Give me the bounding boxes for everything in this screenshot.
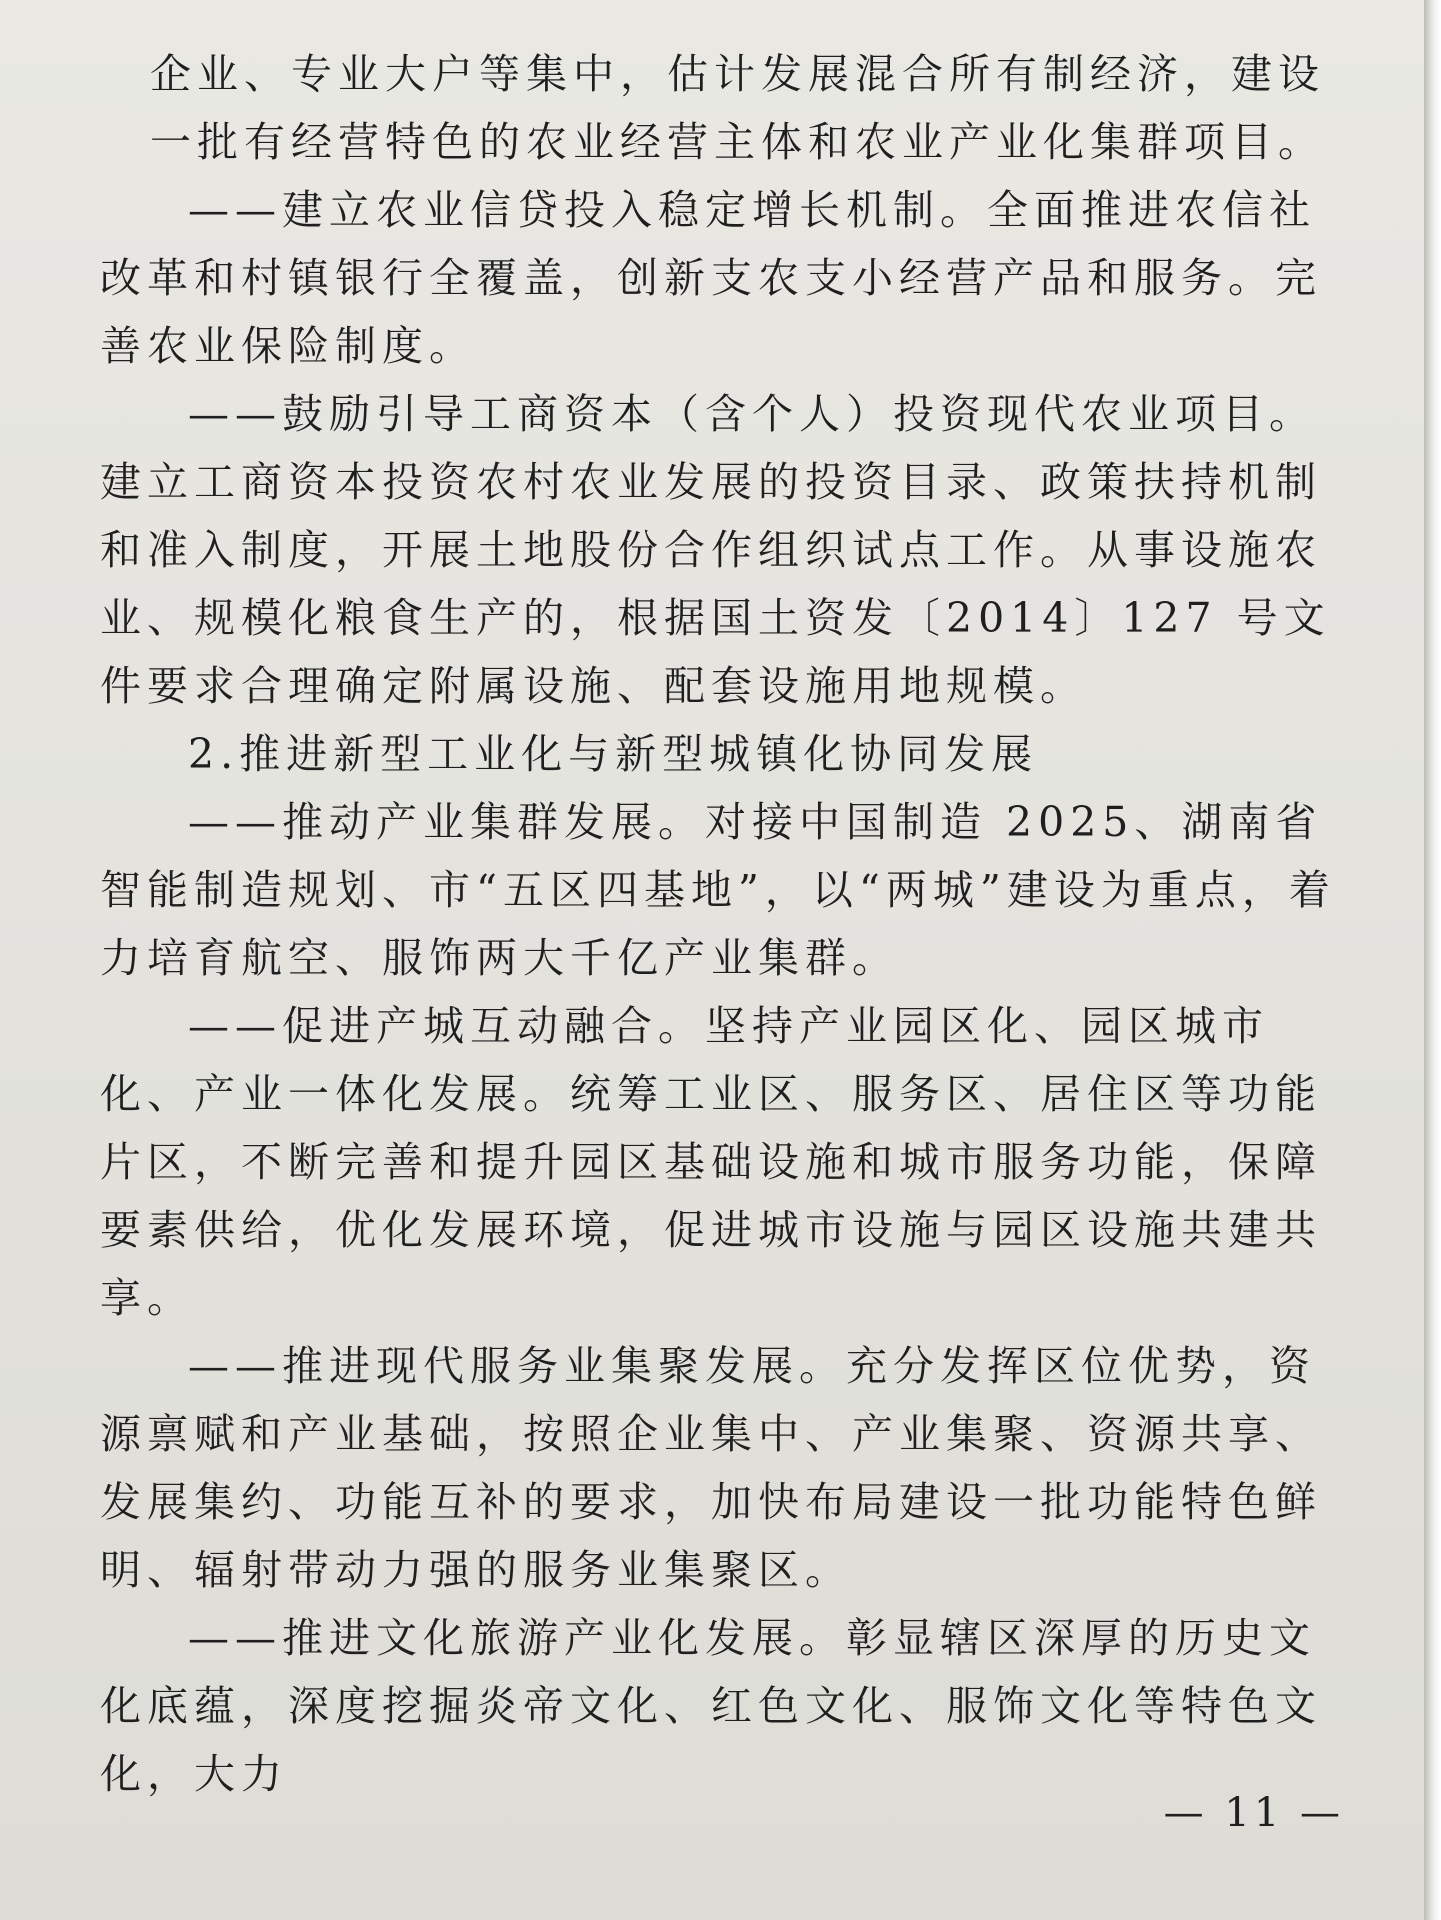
paragraph-city-industry-integration: ——促进产城互动融合。坚持产业园区化、园区城市化、产业一体化发展。统筹工业区、服务区、居住区等功能片区，不断完善和提升园区基础设施和城市服务功能，保障要素供给，优化发展环境，促进城市设施与园区设施共建共享。: [100, 1002, 1322, 1322]
paragraph-industry-clusters: ——推动产业集群发展。对接中国制造 2025、湖南省智能制造规划、市“五区四基地”，以“两城”建设为重点，着力培育航空、服饰两大千亿产业集群。: [100, 798, 1336, 982]
section-heading: 2.推进新型工业化与新型城镇化协同发展: [188, 730, 1039, 778]
paragraph-cultural-tourism: ——推进文化旅游产业化发展。彰显辖区深厚的历史文化底蕴，深度挖掘炎帝文化、红色文化、服饰文化等特色文化，大力: [100, 1614, 1322, 1798]
paragraph-agricultural-credit: ——建立农业信贷投入稳定增长机制。全面推进农信社改革和村镇银行全覆盖，创新支农支小经营产品和服务。完善农业保险制度。: [100, 186, 1322, 370]
body-text: [100, 40, 1350, 1808]
page-edge: [1424, 0, 1441, 1920]
page-number: — 11 —: [1163, 1790, 1344, 1836]
paragraph-modern-services: ——推进现代服务业集聚发展。充分发挥区位优势，资源禀赋和产业基础，按照企业集中、产业集聚、资源共享、发展集约、功能互补的要求，加快布局建设一批功能特色鲜明、辐射带动力强的服务业集聚区。: [100, 1342, 1322, 1594]
paragraph-industrial-capital: ——鼓励引导工商资本（含个人）投资现代农业项目。建立工商资本投资农村农业发展的投资目录、政策扶持机制和准入制度，开展土地股份合作组织试点工作。从事设施农业、规模化粮食生产的，根据国土资发〔2014〕127 号文件要求合理确定附属设施、配套设施用地规模。: [100, 390, 1331, 710]
paragraph-continued: 企业、专业大户等集中，估计发展混合所有制经济，建设一批有经营特色的农业经营主体和农业产业化集群项目。: [150, 50, 1325, 166]
